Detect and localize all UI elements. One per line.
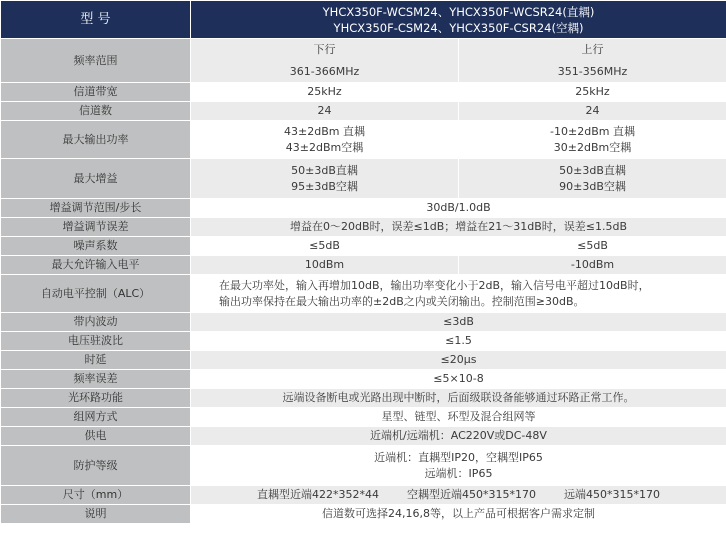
bandwidth-label: 信道带宽 <box>1 83 191 102</box>
row-alc <box>1 275 726 313</box>
channels-down: 24 <box>191 102 459 121</box>
model-names <box>191 1 726 39</box>
size-remote: 远端450*315*170 <box>564 488 660 501</box>
max-power-label: 最大输出功率 <box>1 121 191 159</box>
size-direct-near: 直耦型近端422*352*44 <box>257 488 379 501</box>
noise-up: ≤5dB <box>459 237 726 256</box>
protection-value <box>191 446 726 486</box>
row-gain-range <box>1 199 726 218</box>
protection-line-2: 远端机：IP65 <box>424 466 493 480</box>
alc-line-1: 在最大功率处，输入再增加10dB，输出功率变化小于2dB，输入信号电平超过10dB时， <box>219 278 650 292</box>
freq-down-value: 361-366MHz <box>289 64 360 78</box>
delay-label: 时延 <box>1 351 191 370</box>
loop-label: 光环路功能 <box>1 389 191 408</box>
delay-value: ≤20μs <box>191 351 726 370</box>
row-ripple <box>1 313 726 332</box>
freq-error-label: 频率误差 <box>1 370 191 389</box>
max-power-down <box>191 121 459 159</box>
row-freq <box>1 39 726 83</box>
max-gain-up <box>459 159 726 199</box>
protection-line-1: 近端机：直耦型IP20，空耦型IP65 <box>374 450 543 464</box>
vswr-label: 电压驻波比 <box>1 332 191 351</box>
max-gain-up-direct: 50±3dB直耦 <box>559 163 626 177</box>
noise-down: ≤5dB <box>191 237 459 256</box>
row-gain-error <box>1 218 726 237</box>
size-label: 尺寸（mm） <box>1 486 191 505</box>
size-air-near: 空耦型近端450*315*170 <box>407 488 536 501</box>
size-value <box>191 486 726 505</box>
gain-error-value: 增益在0～20dB时，误差≤1dB；增益在21～31dB时，误差≤1.5dB <box>191 218 726 237</box>
model-label: 型 号 <box>1 1 191 39</box>
freq-error-value: ≤5×10-8 <box>191 370 726 389</box>
max-gain-up-air: 90±3dB空耦 <box>559 179 626 193</box>
gain-error-label: 增益调节误差 <box>1 218 191 237</box>
network-label: 组网方式 <box>1 408 191 427</box>
bandwidth-up: 25kHz <box>459 83 726 102</box>
row-power <box>1 427 726 446</box>
row-max-input <box>1 256 726 275</box>
row-max-power <box>1 121 726 159</box>
model-line-air: YHCX350F-CSM24、YHCX350F-CSR24(空耦) <box>333 20 584 35</box>
noise-label: 噪声系数 <box>1 237 191 256</box>
row-loop <box>1 389 726 408</box>
channels-up: 24 <box>459 102 726 121</box>
max-power-up-direct: -10±2dBm 直耦 <box>550 124 635 138</box>
max-power-up-air: 30±2dBm空耦 <box>553 140 632 154</box>
row-vswr <box>1 332 726 351</box>
note-label: 说明 <box>1 505 191 524</box>
max-power-down-direct: 43±2dBm 直耦 <box>284 124 365 138</box>
alc-value <box>191 275 726 313</box>
freq-down <box>191 39 459 83</box>
row-protection <box>1 446 726 486</box>
network-value: 星型、链型、环型及混合组网等 <box>191 408 726 427</box>
row-size <box>1 486 726 505</box>
header-row <box>1 1 726 39</box>
freq-up-value: 351-356MHz <box>557 64 628 78</box>
alc-line-2: 输出功率保持在最大输出功率的±2dB之内或关闭输出。控制范围≥30dB。 <box>219 294 585 308</box>
max-gain-down <box>191 159 459 199</box>
loop-value: 远端设备断电或光路出现中断时，后面级联设备能够通过环路正常工作。 <box>191 389 726 408</box>
max-power-down-air: 43±2dBm空耦 <box>285 140 364 154</box>
ripple-value: ≤3dB <box>191 313 726 332</box>
max-power-up <box>459 121 726 159</box>
freq-up-title: 上行 <box>581 42 604 56</box>
max-input-down: 10dBm <box>191 256 459 275</box>
freq-label: 频率范围 <box>1 39 191 83</box>
power-value: 近端机/远端机：AC220V或DC-48V <box>191 427 726 446</box>
row-noise <box>1 237 726 256</box>
max-gain-down-air: 95±3dB空耦 <box>291 179 358 193</box>
row-max-gain <box>1 159 726 199</box>
channels-label: 信道数 <box>1 102 191 121</box>
row-network <box>1 408 726 427</box>
max-input-label: 最大允许输入电平 <box>1 256 191 275</box>
max-gain-down-direct: 50±3dB直耦 <box>291 163 358 177</box>
row-channels <box>1 102 726 121</box>
model-line-direct: YHCX350F-WCSM24、YHCX350F-WCSR24(直耦) <box>322 4 595 19</box>
row-freq-error <box>1 370 726 389</box>
row-note <box>1 505 726 524</box>
freq-down-title: 下行 <box>313 42 336 56</box>
ripple-label: 带内波动 <box>1 313 191 332</box>
row-bandwidth <box>1 83 726 102</box>
gain-range-value: 30dB/1.0dB <box>191 199 726 218</box>
note-value: 信道数可选择24,16,8等，以上产品可根据客户需求定制 <box>191 505 726 524</box>
max-input-up: -10dBm <box>459 256 726 275</box>
gain-range-label: 增益调节范围/步长 <box>1 199 191 218</box>
alc-label: 自动电平控制（ALC） <box>1 275 191 313</box>
freq-up <box>459 39 726 83</box>
bandwidth-down: 25kHz <box>191 83 459 102</box>
vswr-value: ≤1.5 <box>191 332 726 351</box>
protection-label: 防护等级 <box>1 446 191 486</box>
power-label: 供电 <box>1 427 191 446</box>
max-gain-label: 最大增益 <box>1 159 191 199</box>
row-delay <box>1 351 726 370</box>
